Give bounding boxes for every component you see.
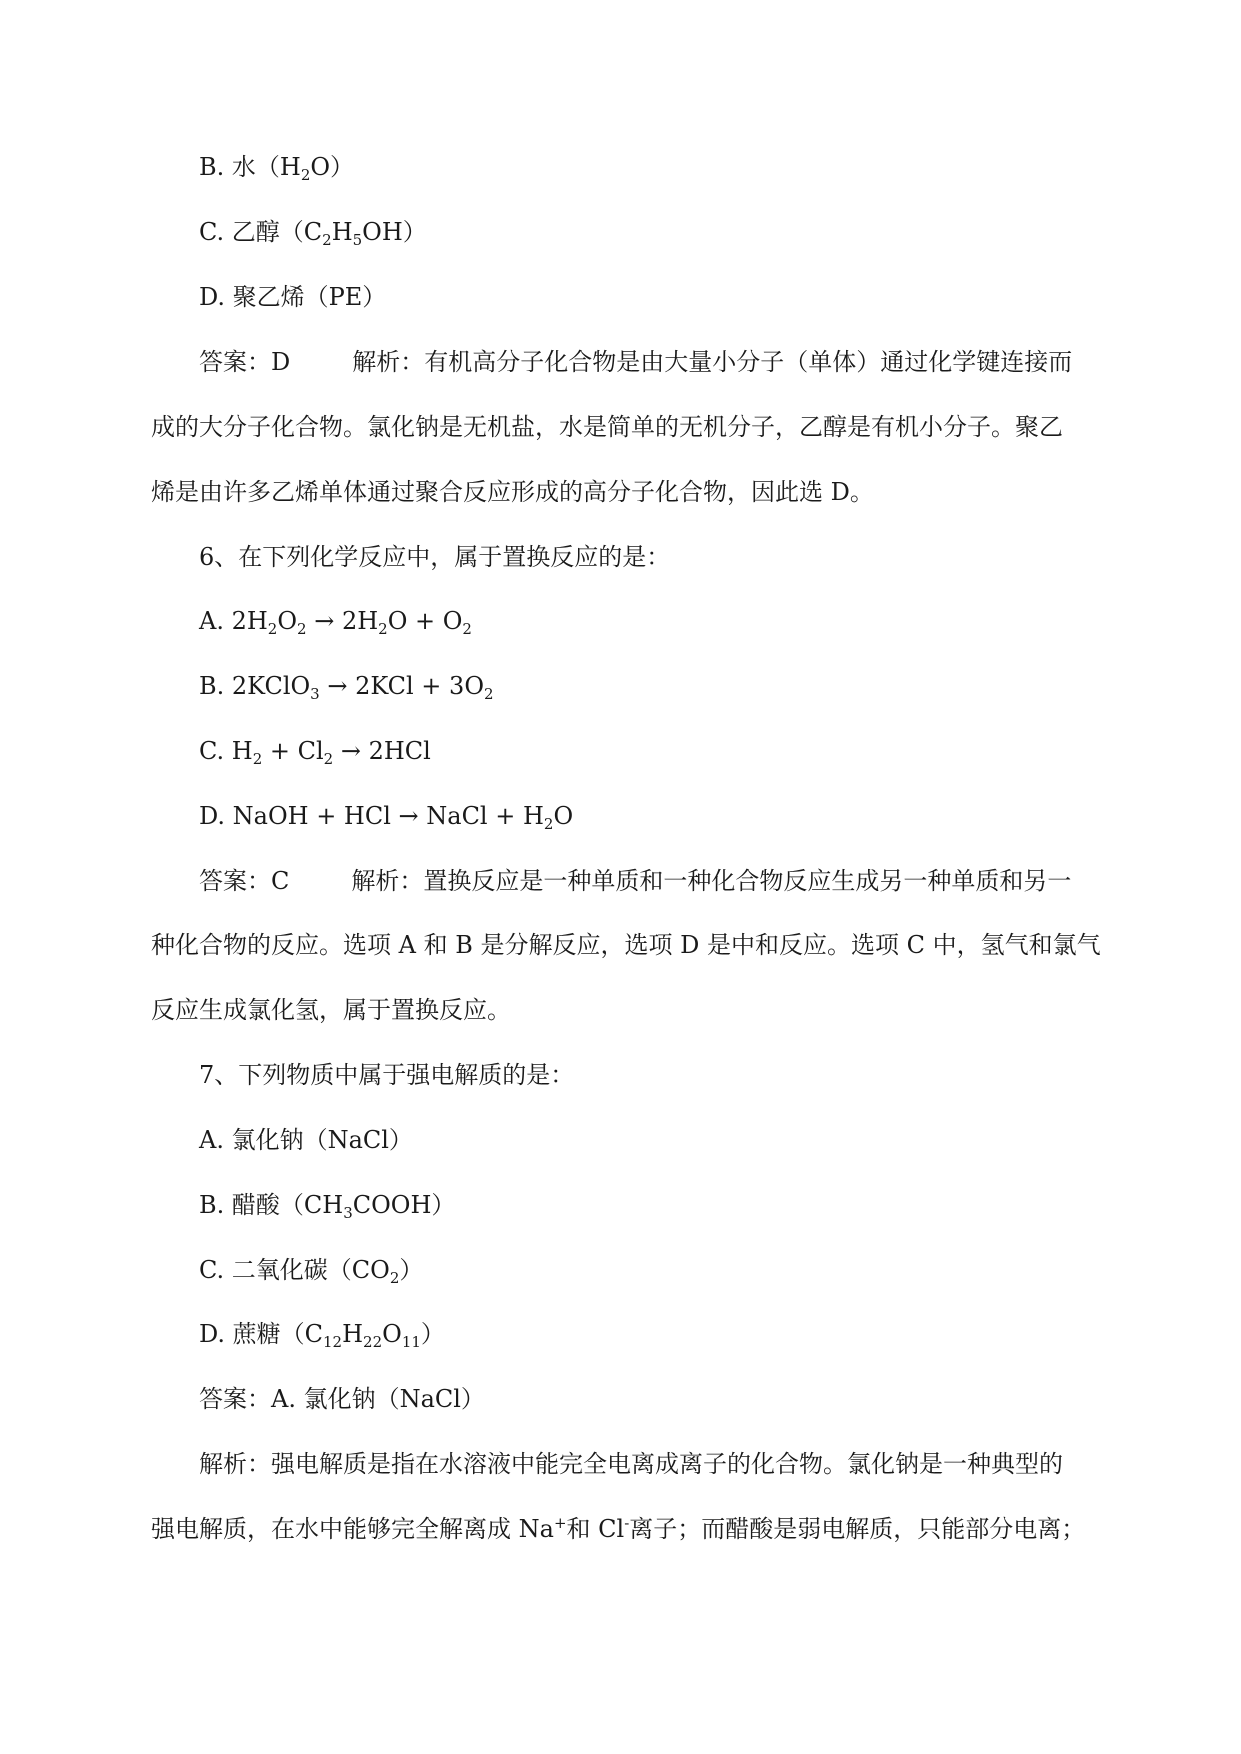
q6-analysis-line-3: 反应生成氯化氢，属于置换反应。 (151, 996, 511, 1024)
q6-analysis-line-2: 种化合物的反应。选项 A 和 B 是分解反应，选项 D 是中和反应。选项 C 中，氢气和氯气 (151, 931, 1101, 959)
q7-option-d: D. 蔗糖$(C_{12}H_{22}O_{11})$ (199, 1320, 445, 1351)
q5-option-d: D. 聚乙烯（PE） (199, 283, 387, 311)
q7-analysis-line-1: 解析：强电解质是指在水溶液中能完全电离成离子的化合物。氯化钠是一种典型的 (199, 1450, 1063, 1478)
q5-analysis-line-3: 烯是由许多乙烯单体通过聚合反应形成的高分子化合物，因此选 D。 (151, 478, 874, 506)
q7-answer: 答案：A. 氯化钠（NaCl） (199, 1385, 485, 1413)
q7-analysis-line-2: 强电解质，在水中能够完全解离成 Na+和 Cl-离子；而醋酸是弱电解质，只能部分电离； (151, 1514, 1086, 1543)
q6-option-a: A. $2H_2O_2 \to 2H_2O + O_2$ (199, 607, 472, 638)
q6-analysis: 解析：置换反应是一种单质和一种化合物反应生成另一种单质和另一 (351, 867, 1072, 895)
q5-analysis-line-2: 成的大分子化合物。氯化钠是无机盐，水是简单的无机分子，乙醇是有机小分子。聚乙 (151, 413, 1063, 441)
q6-question: 6、在下列化学反应中，属于置换反应的是： (199, 543, 671, 571)
q6-answer-line (199, 865, 1071, 897)
q5-option-b: B. 水$(H_2O)$ (199, 153, 355, 184)
q6-option-c: C. $H_2 + Cl_2 \to 2HCl$ (199, 737, 431, 768)
q6-option-b: B. 2KClO$_3$ → $2KCl + 3O_2$ (199, 672, 494, 703)
q7-option-b: B. 醋酸$(CH_3COOH)$ (199, 1191, 456, 1222)
q6-answer: 答案：C (199, 867, 290, 895)
q5-analysis: 解析：有机高分子化合物是由大量小分子（单体）通过化学键连接而 (352, 348, 1073, 376)
q5-option-c: C. 乙醇$(C_2H_5OH)$ (199, 218, 427, 249)
q7-option-c: C. 二氧化碳$(CO_2)$ (199, 1256, 424, 1287)
q5-answer-line (199, 346, 1072, 378)
q6-option-d: D. NaOH + HCl → NaCl + $H_2O$ (199, 802, 574, 833)
q7-question: 7、下列物质中属于强电解质的是： (199, 1061, 575, 1089)
q5-answer: 答案：D (199, 348, 291, 376)
q7-option-a: A. 氯化钠（NaCl） (199, 1126, 413, 1154)
